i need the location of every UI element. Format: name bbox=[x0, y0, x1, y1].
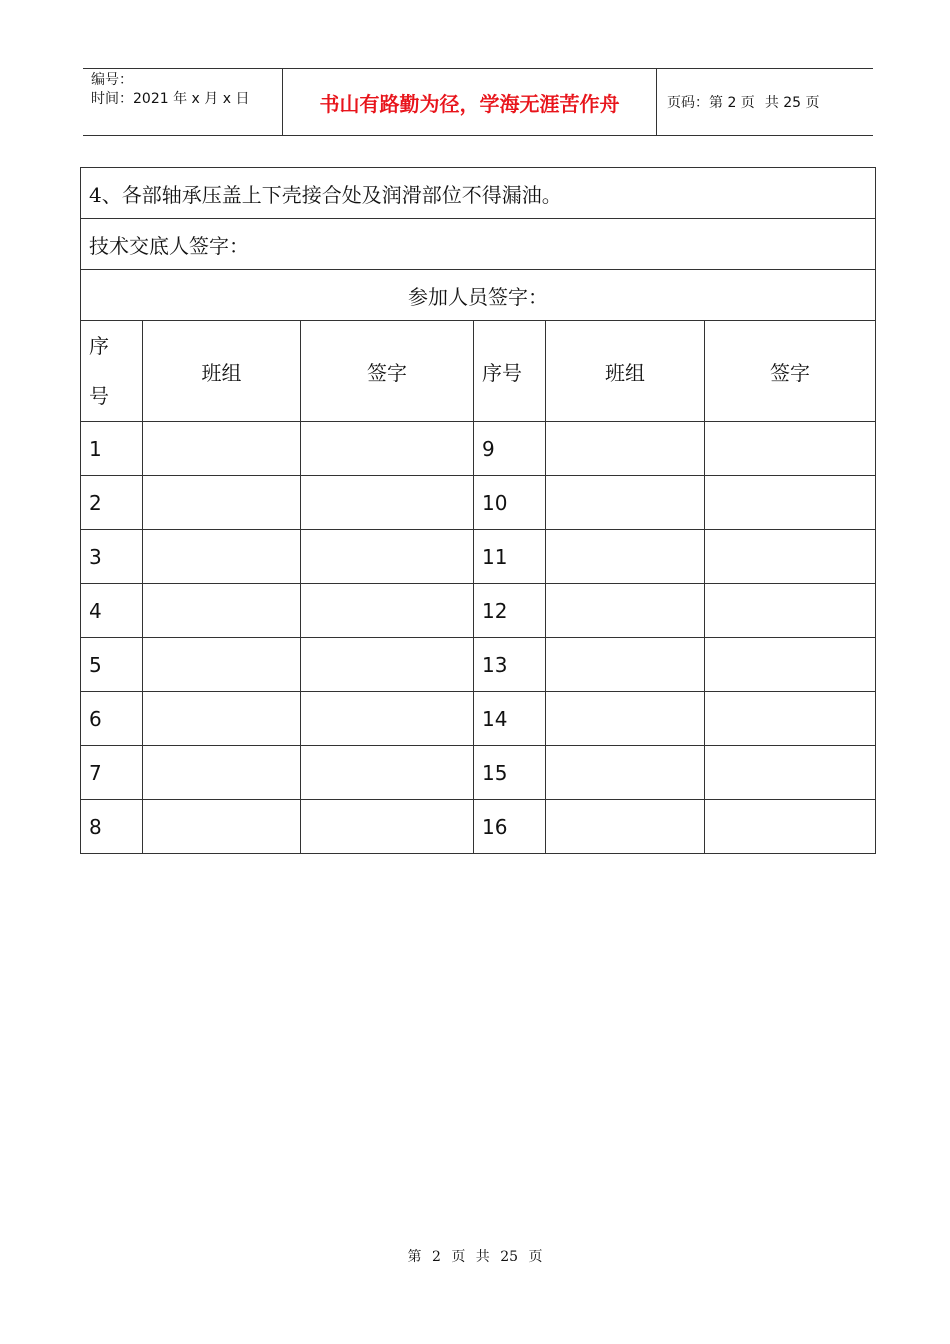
sign-cell[interactable] bbox=[705, 422, 876, 476]
sign-cell[interactable] bbox=[301, 584, 474, 638]
team-cell[interactable] bbox=[143, 530, 301, 584]
time-label: 时间：2021 年 x 月 x 日 bbox=[91, 91, 250, 107]
footer-gong: 共 bbox=[475, 1249, 490, 1265]
sign-cell[interactable] bbox=[705, 530, 876, 584]
sign-cell[interactable] bbox=[301, 638, 474, 692]
number-label: 编号： bbox=[91, 72, 133, 88]
seq-cell: 16 bbox=[474, 800, 546, 854]
column-header-row bbox=[81, 321, 876, 422]
footer-di: 第 bbox=[407, 1249, 422, 1265]
team-cell[interactable] bbox=[546, 800, 705, 854]
table-row bbox=[81, 800, 876, 854]
team-cell[interactable] bbox=[546, 530, 705, 584]
seq-cell: 6 bbox=[81, 692, 143, 746]
seq-cell: 4 bbox=[81, 584, 143, 638]
header-meta bbox=[83, 69, 283, 135]
sign-cell[interactable] bbox=[301, 692, 474, 746]
seq-cell: 8 bbox=[81, 800, 143, 854]
footer-page-number: 2 bbox=[431, 1249, 441, 1265]
seq-cell: 10 bbox=[474, 476, 546, 530]
team-cell[interactable] bbox=[143, 692, 301, 746]
team-cell[interactable] bbox=[143, 476, 301, 530]
table-row bbox=[81, 476, 876, 530]
team-header-left: 班组 bbox=[143, 321, 301, 422]
seq-cell: 13 bbox=[474, 638, 546, 692]
sign-cell[interactable] bbox=[705, 584, 876, 638]
seq-cell: 9 bbox=[474, 422, 546, 476]
seq-cell: 12 bbox=[474, 584, 546, 638]
team-cell[interactable] bbox=[546, 638, 705, 692]
header-page-info bbox=[657, 69, 873, 135]
seq-cell: 3 bbox=[81, 530, 143, 584]
sign-cell[interactable] bbox=[705, 800, 876, 854]
sign-cell[interactable] bbox=[705, 692, 876, 746]
sign-cell[interactable] bbox=[705, 638, 876, 692]
sign-header-left: 签字 bbox=[301, 321, 474, 422]
team-cell[interactable] bbox=[143, 800, 301, 854]
team-cell[interactable] bbox=[546, 584, 705, 638]
participants-row: 参加人员签字： bbox=[81, 270, 876, 321]
sign-cell[interactable] bbox=[705, 746, 876, 800]
sign-cell[interactable] bbox=[301, 422, 474, 476]
page-label: 页码：第 2 页 bbox=[667, 95, 755, 111]
sign-cell[interactable] bbox=[301, 746, 474, 800]
table-row bbox=[81, 638, 876, 692]
seq-cell: 1 bbox=[81, 422, 143, 476]
table-row bbox=[81, 422, 876, 476]
team-cell[interactable] bbox=[546, 746, 705, 800]
seq-cell: 2 bbox=[81, 476, 143, 530]
team-cell[interactable] bbox=[546, 422, 705, 476]
team-cell[interactable] bbox=[546, 692, 705, 746]
table-row bbox=[81, 584, 876, 638]
table-row bbox=[81, 692, 876, 746]
sign-cell[interactable] bbox=[301, 476, 474, 530]
signer-row: 技术交底人签字： bbox=[81, 219, 876, 270]
seq-cell: 7 bbox=[81, 746, 143, 800]
footer-ye-end: 页 bbox=[528, 1249, 543, 1265]
table-row bbox=[81, 530, 876, 584]
seq-cell: 5 bbox=[81, 638, 143, 692]
sign-cell[interactable] bbox=[301, 530, 474, 584]
seq-header-left: 序 号 bbox=[81, 321, 143, 422]
team-cell[interactable] bbox=[143, 638, 301, 692]
table-row bbox=[81, 746, 876, 800]
sign-cell[interactable] bbox=[705, 476, 876, 530]
page-header bbox=[83, 68, 873, 136]
team-header-right: 班组 bbox=[546, 321, 705, 422]
footer-total-pages: 25 bbox=[500, 1249, 519, 1265]
page-footer bbox=[0, 1246, 950, 1266]
team-cell[interactable] bbox=[143, 422, 301, 476]
header-motto: 书山有路勤为径，学海无涯苦作舟 bbox=[283, 69, 657, 135]
seq-cell: 11 bbox=[474, 530, 546, 584]
team-cell[interactable] bbox=[546, 476, 705, 530]
seq-cell: 15 bbox=[474, 746, 546, 800]
team-cell[interactable] bbox=[143, 746, 301, 800]
sign-cell[interactable] bbox=[301, 800, 474, 854]
total-label: 共 25 页 bbox=[764, 95, 820, 111]
footer-ye: 页 bbox=[451, 1249, 466, 1265]
seq-cell: 14 bbox=[474, 692, 546, 746]
seq-header-right: 序号 bbox=[474, 321, 546, 422]
team-cell[interactable] bbox=[143, 584, 301, 638]
note-row: 4、各部轴承压盖上下壳接合处及润滑部位不得漏油。 bbox=[81, 168, 876, 219]
sign-header-right: 签字 bbox=[705, 321, 876, 422]
signature-table bbox=[80, 167, 876, 854]
